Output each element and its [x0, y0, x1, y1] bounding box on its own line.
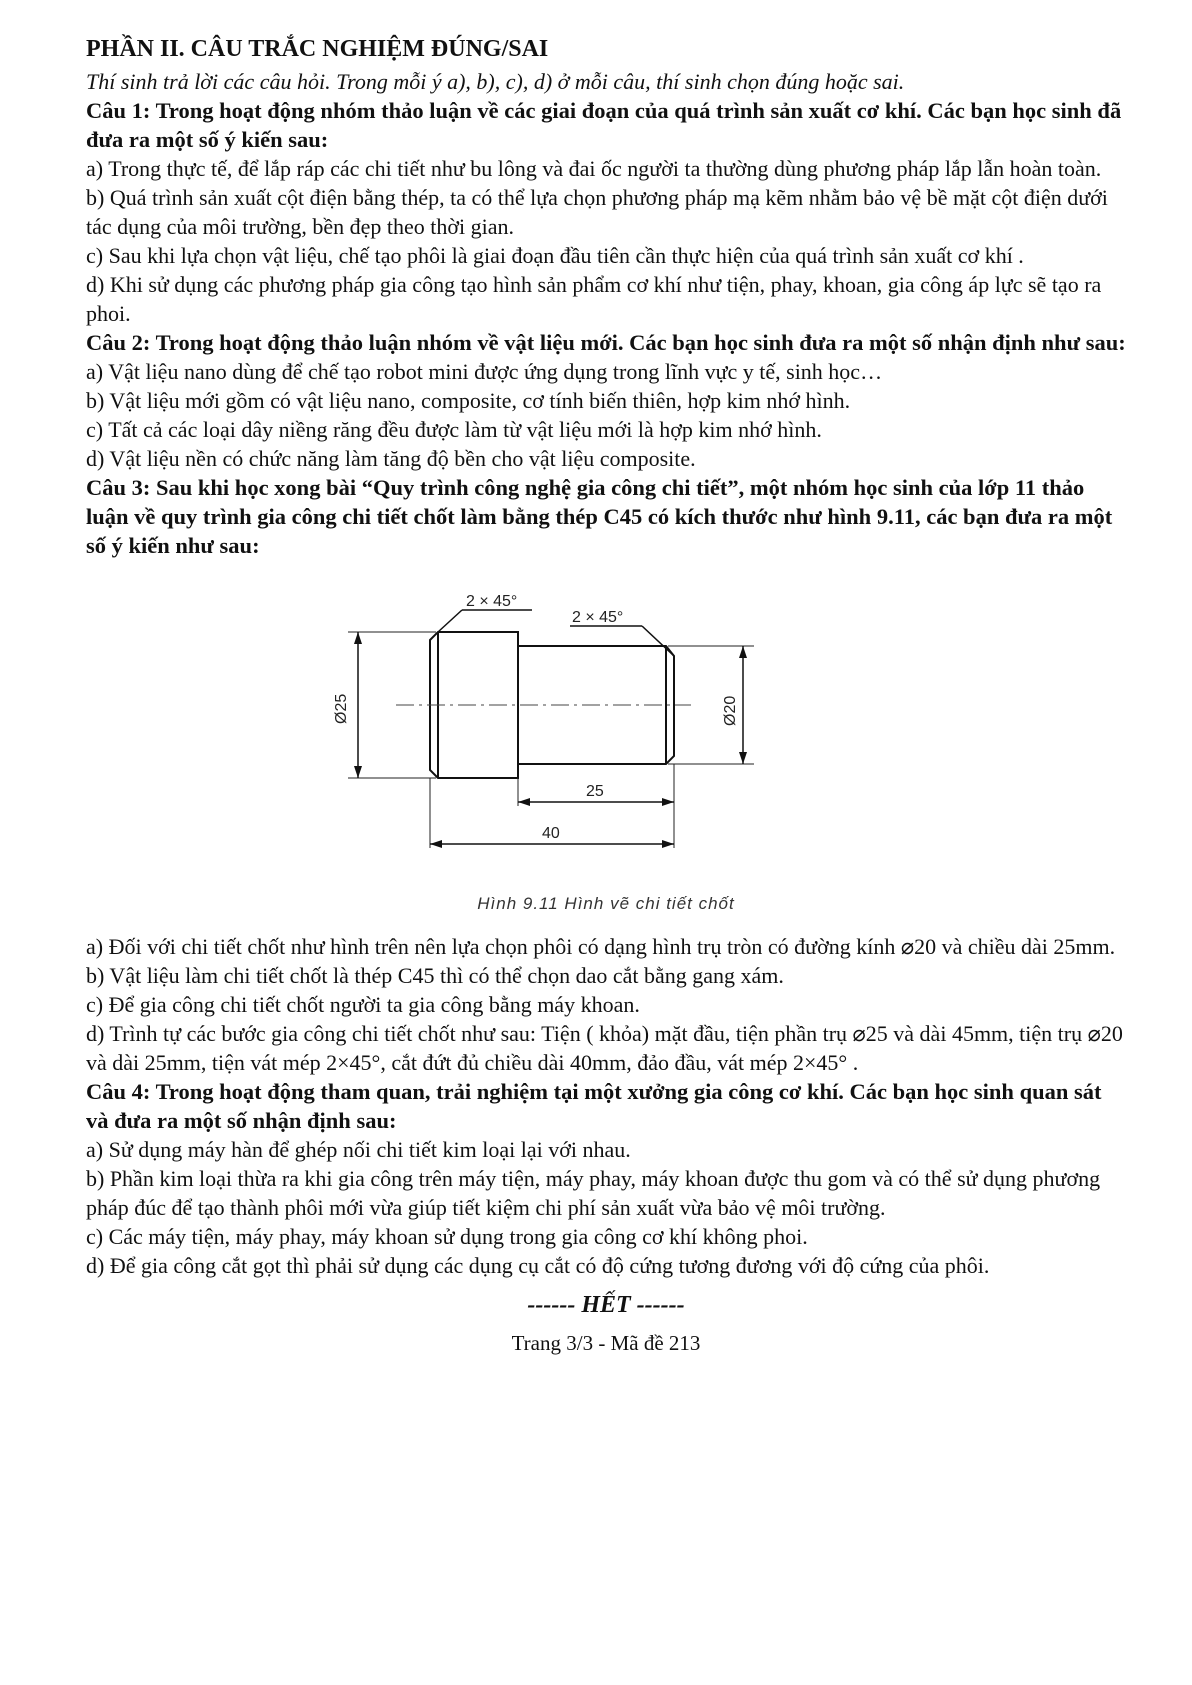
- pin-drawing-figure: [86, 566, 1126, 932]
- option-b: b) Vật liệu mới gồm có vật liệu nano, composite, cơ tính biến thiên, hợp kim nhớ hình.: [86, 388, 851, 413]
- option-d: d) Trình tự các bước gia công chi tiết chốt như sau: Tiện ( khỏa) mặt đầu, tiện phần trụ ⌀25 và dài 45mm, tiện trụ ⌀20 và dài 25mm, tiện vát mép 2×45°, cắt đứt đủ chiều dài 40mm, đảo đầu, vát mép 2×45° .: [86, 1021, 1123, 1075]
- question-title: Câu 1: Trong hoạt động nhóm thảo luận về các giai đoạn của quá trình sản xuất cơ khí. Các bạn học sinh đã đưa ra một số ý kiến sau:: [86, 98, 1122, 152]
- option-a: a) Sử dụng máy hàn để ghép nối chi tiết kim loại lại với nhau.: [86, 1137, 631, 1162]
- option-d: d) Để gia công cắt gọt thì phải sử dụng các dụng cụ cắt có độ cứng tương đương với độ cứng của phôi.: [86, 1253, 990, 1278]
- option-c: c) Để gia công chi tiết chốt người ta gia công bằng máy khoan.: [86, 992, 640, 1017]
- chamfer-left-label: 2 × 45°: [466, 593, 518, 610]
- question-title: Câu 3: Sau khi học xong bài “Quy trình công nghệ gia công chi tiết”, một nhóm học sinh của lớp 11 thảo luận về quy trình gia công chi tiết chốt làm bằng thép C45 có kích thước như hình 9.11, các bạn đưa ra một số ý kiến như sau:: [86, 475, 1113, 558]
- option-a: a) Trong thực tế, để lắp ráp các chi tiết như bu lông và đai ốc người ta thường dùng phương pháp lắp lẫn hoàn toàn.: [86, 156, 1102, 181]
- question-2: [86, 328, 1126, 473]
- len-total-label: 40: [542, 825, 560, 842]
- option-d: d) Khi sử dụng các phương pháp gia công tạo hình sản phẩm cơ khí như tiện, phay, khoan, gia công áp lực sẽ tạo ra phoi.: [86, 272, 1102, 326]
- option-b: b) Phần kim loại thừa ra khi gia công trên máy tiện, máy phay, máy khoan được thu gom và có thể sử dụng phương pháp đúc để tạo thành phôi mới vừa giúp tiết kiệm chi phí sản xuất vừa bảo vệ môi trường.: [86, 1166, 1101, 1220]
- pin-drawing: [86, 566, 1126, 896]
- question-3: [86, 473, 1126, 1077]
- end-marker: ------ HẾT ------: [527, 1292, 685, 1318]
- option-a: a) Đối với chi tiết chốt như hình trên nên lựa chọn phôi có dạng hình trụ tròn có đường kính ⌀20 và chiều dài 25mm.: [86, 934, 1116, 959]
- option-c: c) Các máy tiện, máy phay, máy khoan sử dụng trong gia công cơ khí không phoi.: [86, 1224, 808, 1249]
- len-small-label: 25: [586, 783, 604, 800]
- page-footer: Trang 3/3 - Mã đề 213: [511, 1331, 701, 1355]
- question-title: Câu 4: Trong hoạt động tham quan, trải nghiệm tại một xưởng gia công cơ khí. Các bạn học sinh quan sát và đưa ra một số nhận định sau:: [86, 1079, 1102, 1133]
- option-b: b) Quá trình sản xuất cột điện bằng thép, ta có thể lựa chọn phương pháp mạ kẽm nhằm bảo vệ bề mặt cột điện dưới tác dụng của môi trường, bền đẹp theo thời gian.: [86, 185, 1108, 239]
- question-4: [86, 1077, 1126, 1280]
- dia-large-label: Ø25: [333, 693, 350, 724]
- option-b: b) Vật liệu làm chi tiết chốt là thép C45 thì có thể chọn dao cắt bằng gang xám.: [86, 963, 784, 988]
- instruction: Thí sinh trả lời các câu hỏi. Trong mỗi ý a), b), c), d) ở mỗi câu, thí sinh chọn đúng hoặc sai.: [86, 69, 905, 94]
- option-a: a) Vật liệu nano dùng để chế tạo robot mini được ứng dụng trong lĩnh vực y tế, sinh học…: [86, 359, 883, 384]
- question-title: Câu 2: Trong hoạt động thảo luận nhóm về vật liệu mới. Các bạn học sinh đưa ra một số nhận định như sau:: [86, 330, 1126, 355]
- dia-small-label: Ø20: [722, 695, 739, 726]
- exam-page: [86, 34, 1126, 1356]
- option-c: c) Sau khi lựa chọn vật liệu, chế tạo phôi là giai đoạn đầu tiên cần thực hiện của quá trình sản xuất cơ khí .: [86, 243, 1024, 268]
- question-1: [86, 96, 1126, 328]
- option-c: c) Tất cả các loại dây niềng răng đều được làm từ vật liệu mới là hợp kim nhớ hình.: [86, 417, 822, 442]
- option-d: d) Vật liệu nền có chức năng làm tăng độ bền cho vật liệu composite.: [86, 446, 696, 471]
- figure-caption: Hình 9.11 Hình vẽ chi tiết chốt: [477, 894, 735, 913]
- chamfer-right-label: 2 × 45°: [572, 609, 624, 626]
- section-title: PHẦN II. CÂU TRẮC NGHIỆM ĐÚNG/SAI: [86, 36, 549, 62]
